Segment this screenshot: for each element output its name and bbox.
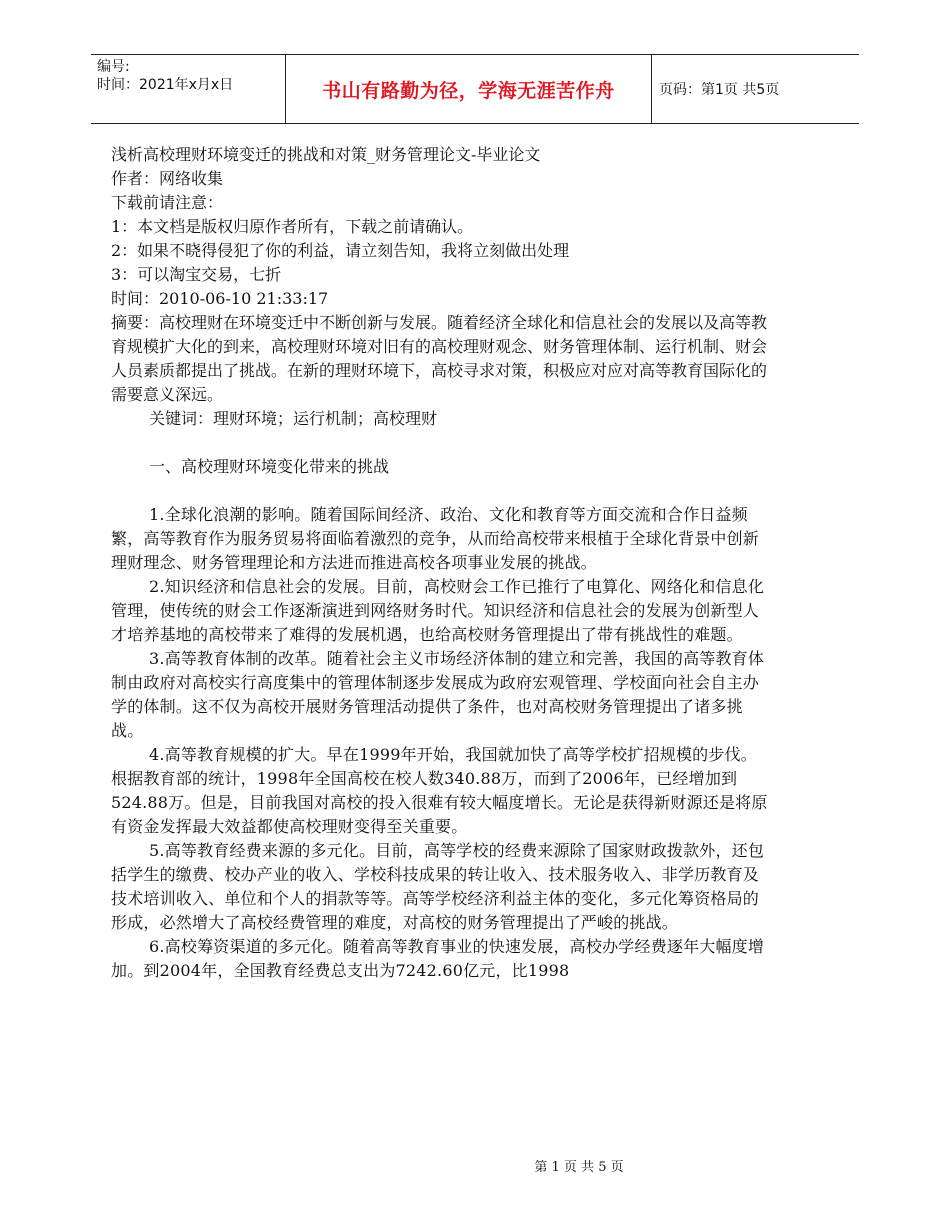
notice-item-2: 2：如果不晓得侵犯了你的利益，请立刻告知，我将立刻做出处理	[111, 241, 570, 260]
page-footer	[0, 1156, 950, 1175]
body-paragraph-2: 2.知识经济和信息社会的发展。目前，高校财会工作已推行了电算化、网络化和信息化管理，使传统的财会工作逐渐演进到网络财务时代。知识经济和信息社会的发展为创新型人才培养基地的高校带来了难得的发展机遇，也给高校财务管理提出了带有挑战性的难题。	[111, 577, 765, 644]
notice-heading: 下载前请注意：	[111, 193, 224, 212]
section-heading: 一、高校理财环境变化带来的挑战	[149, 457, 390, 476]
body-paragraph-6: 6.高校筹资渠道的多元化。随着高等教育事业的快速发展，高校办学经费逐年大幅度增加。到2004年，全国教育经费总支出为7242.60亿元，比1998	[111, 937, 765, 980]
header-page-label: 页码：第1页 共5页	[659, 82, 780, 98]
body-paragraph-3: 3.高等教育体制的改革。随着社会主义市场经济体制的建立和完善，我国的高等教育体制由政府对高校实行高度集中的管理体制逐步发展成为政府宏观管理、学校面向社会自主办学的体制。这不仅为高校开展财务管理活动提供了条件，也对高校财务管理提出了诸多挑战。	[111, 649, 765, 740]
notice-item-3: 3：可以淘宝交易，七折	[111, 265, 282, 284]
abstract-paragraph: 摘要：高校理财在环境变迁中不断创新与发展。随着经济全球化和信息社会的发展以及高等教育规模扩大化的到来，高校理财环境对旧有的高校理财观念、财务管理体制、运行机制、财会人员素质都提出了挑战。在新的理财环境下，高校寻求对策，积极应对应对高等教育国际化的需要意义深远。	[111, 313, 768, 404]
document-time: 时间：2010-06-10 21:33:17	[111, 289, 329, 308]
document-title: 浅析高校理财环境变迁的挑战和对策_财务管理论文-毕业论文	[111, 145, 541, 164]
body-paragraph-5: 5.高等教育经费来源的多元化。目前，高等学校的经费来源除了国家财政拨款外，还包括学生的缴费、校办产业的收入、学校科技成果的转让收入、技术服务收入、非学历教育及技术培训收入、单位和个人的捐款等等。高等学校经济利益主体的变化，多元化筹资格局的形成，必然增大了高校经费管理的难度，对高校的财务管理提出了严峻的挑战。	[111, 841, 765, 932]
document-author: 作者：网络收集	[111, 169, 224, 188]
header-meta	[97, 58, 233, 94]
document-header	[91, 54, 859, 124]
header-motto-cell	[285, 55, 652, 123]
body-paragraph-4: 4.高等教育规模的扩大。早在1999年开始，我国就加快了高等学校扩招规模的步伐。根据教育部的统计，1998年全国高校在校人数340.88万，而到了2006年，已经增加到524.88万。但是，目前我国对高校的投入很难有较大幅度增长。无论是获得新财源还是将原有资金发挥最大效益都使高校理财变得至关重要。	[111, 745, 768, 836]
document-body	[111, 143, 771, 983]
body-paragraph-1: 1.全球化浪潮的影响。随着国际间经济、政治、文化和教育等方面交流和合作日益频繁，高等教育作为服务贸易将面临着激烈的竞争，从而给高校带来根植于全球化背景中创新理财理念、财务管理理论和方法进而推进高校各项事业发展的挑战。	[111, 505, 760, 572]
footer-page-number: 第 1 页 共 5 页	[534, 1160, 624, 1175]
header-number-label: 编号:	[97, 59, 130, 75]
notice-item-1: 1：本文档是版权归原作者所有，下载之前请确认。	[111, 217, 474, 236]
header-motto: 书山有路勤为径，学海无涯苦作舟	[322, 79, 615, 102]
keywords-line: 关键词：理财环境；运行机制；高校理财	[149, 409, 438, 428]
header-time-label: 时间：2021年x月x日	[97, 77, 234, 93]
